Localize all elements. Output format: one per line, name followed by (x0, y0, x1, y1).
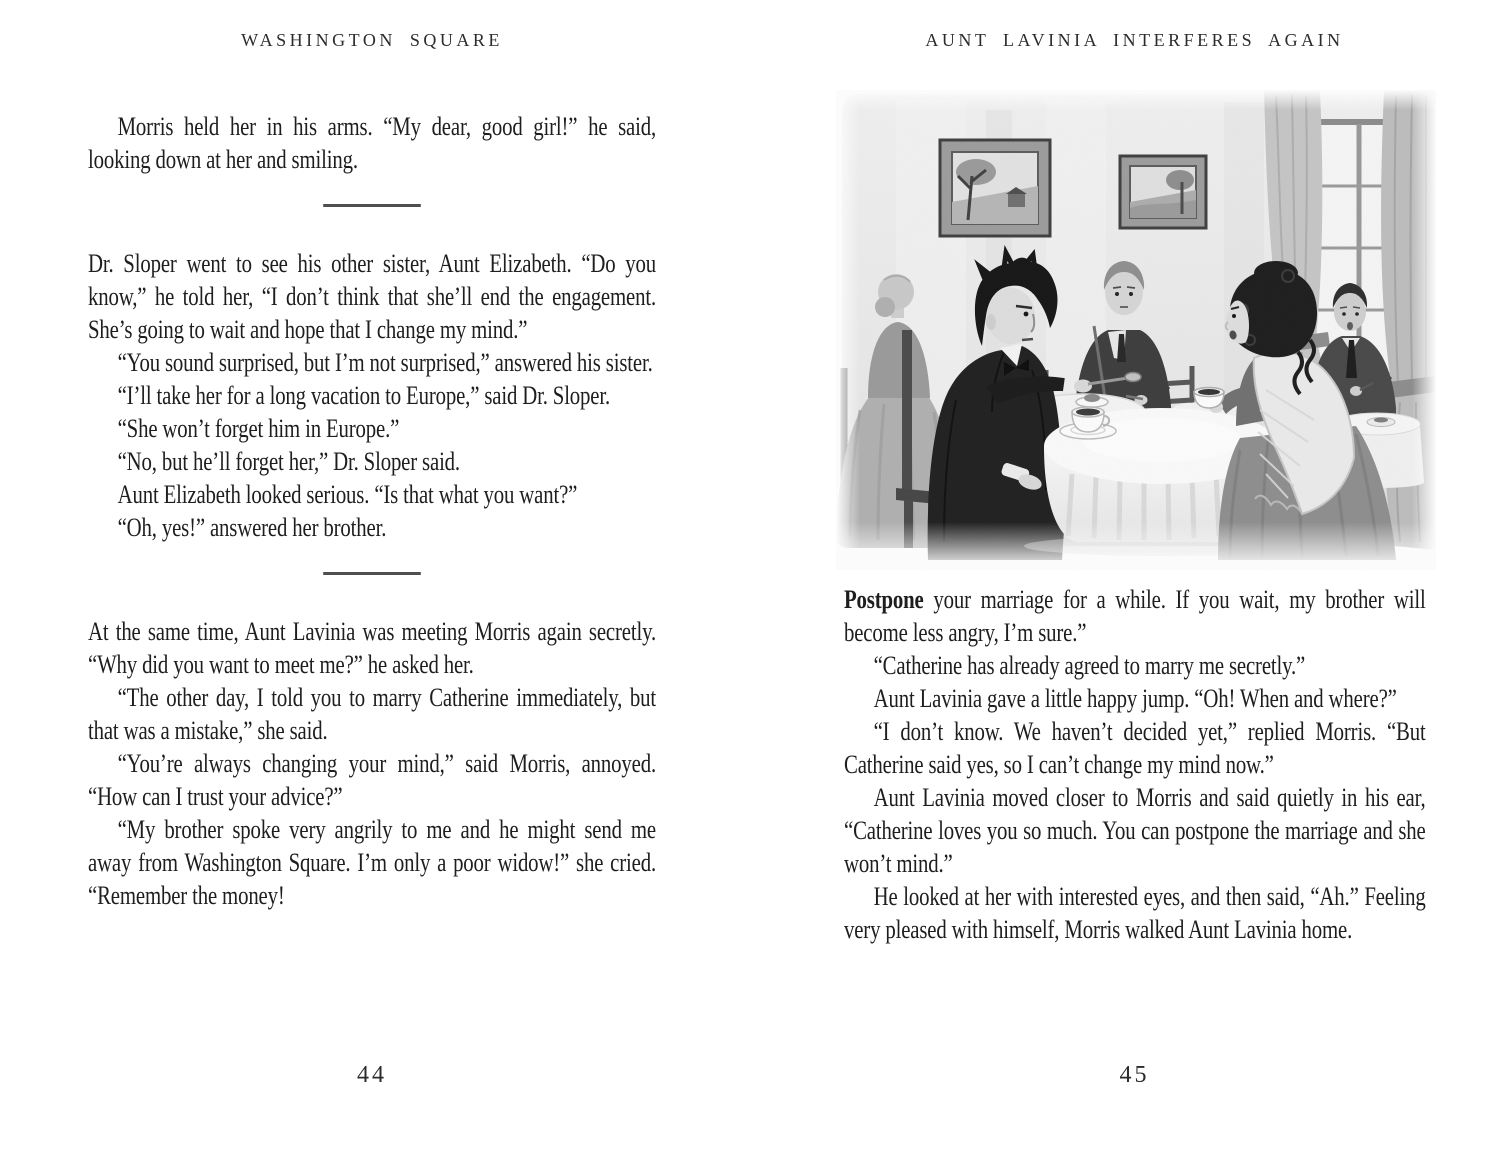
paragraph: “Oh, yes!” answered her brother. (117, 513, 387, 542)
paragraph: Aunt Elizabeth looked serious. “Is that what you want?” (117, 480, 578, 509)
paragraph: At the same time, Aunt Lavinia was meeting Morris again secretly. “Why did you want to meet me?” he asked her. (88, 617, 656, 679)
paragraph: “Catherine has already agreed to marry me secretly.” (873, 651, 1306, 680)
paragraph: Aunt Lavinia moved closer to Morris and said quietly in his ear, “Catherine loves you so much. You can postpone the marriage and she won’t mind.” (844, 783, 1426, 878)
paragraph: “I’ll take her for a long vacation to Europe,” said Dr. Sloper. (117, 381, 611, 410)
paragraph: He looked at her with interested eyes, and then said, “Ah.” Feeling very pleased with himself, Morris walked Aunt Lavinia home. (844, 882, 1426, 944)
paragraph: “You sound surprised, but I’m not surprised,” answered his sister. (117, 348, 653, 377)
running-header-right: AUNT LAVINIA INTERFERES AGAIN (925, 30, 1344, 50)
paragraph: Aunt Lavinia gave a little happy jump. “Oh! When and where?” (873, 684, 1397, 713)
vocabulary-word: Postpone (844, 585, 924, 614)
section-divider (323, 204, 421, 207)
paragraph: “The other day, I told you to marry Catherine immediately, but that was a mistake,” she said. (88, 683, 657, 745)
tea-room-illustration (836, 90, 1436, 570)
paragraph: Postpone your marriage for a while. If you wait, my brother will become less angry, I’m sure.” (844, 585, 1426, 647)
paragraph: Dr. Sloper went to see his other sister, Aunt Elizabeth. “Do you know,” he told her, “I don’t think that she’ll end the engagement. She’s going to wait and hope that I change my mind.” (88, 249, 656, 344)
page-number-left: 44 (357, 1062, 387, 1088)
paragraph: “I don’t know. We haven’t decided yet,” replied Morris. “But Catherine said yes, so I can’t change my mind now.” (844, 717, 1426, 779)
paragraph: “You’re always changing your mind,” said Morris, annoyed. “How can I trust your advice?” (88, 749, 657, 811)
paragraph: “My brother spoke very angrily to me and he might send me away from Washington Square. I’m only a poor widow!” she cried. “Remember the money! (88, 815, 657, 910)
paragraph: Morris held her in his arms. “My dear, good girl!” he said, looking down at her and smiling. (88, 112, 657, 174)
page-number-right: 45 (1119, 1062, 1150, 1088)
paragraph: “She won’t forget him in Europe.” (117, 414, 400, 443)
running-header-left: WASHINGTON SQUARE (241, 30, 503, 50)
section-divider (323, 572, 421, 575)
paper-grain (836, 90, 1436, 570)
left-page-text (88, 110, 656, 912)
paragraph: “No, but he’ll forget her,” Dr. Sloper said. (117, 447, 460, 476)
right-page-text (844, 583, 1426, 946)
